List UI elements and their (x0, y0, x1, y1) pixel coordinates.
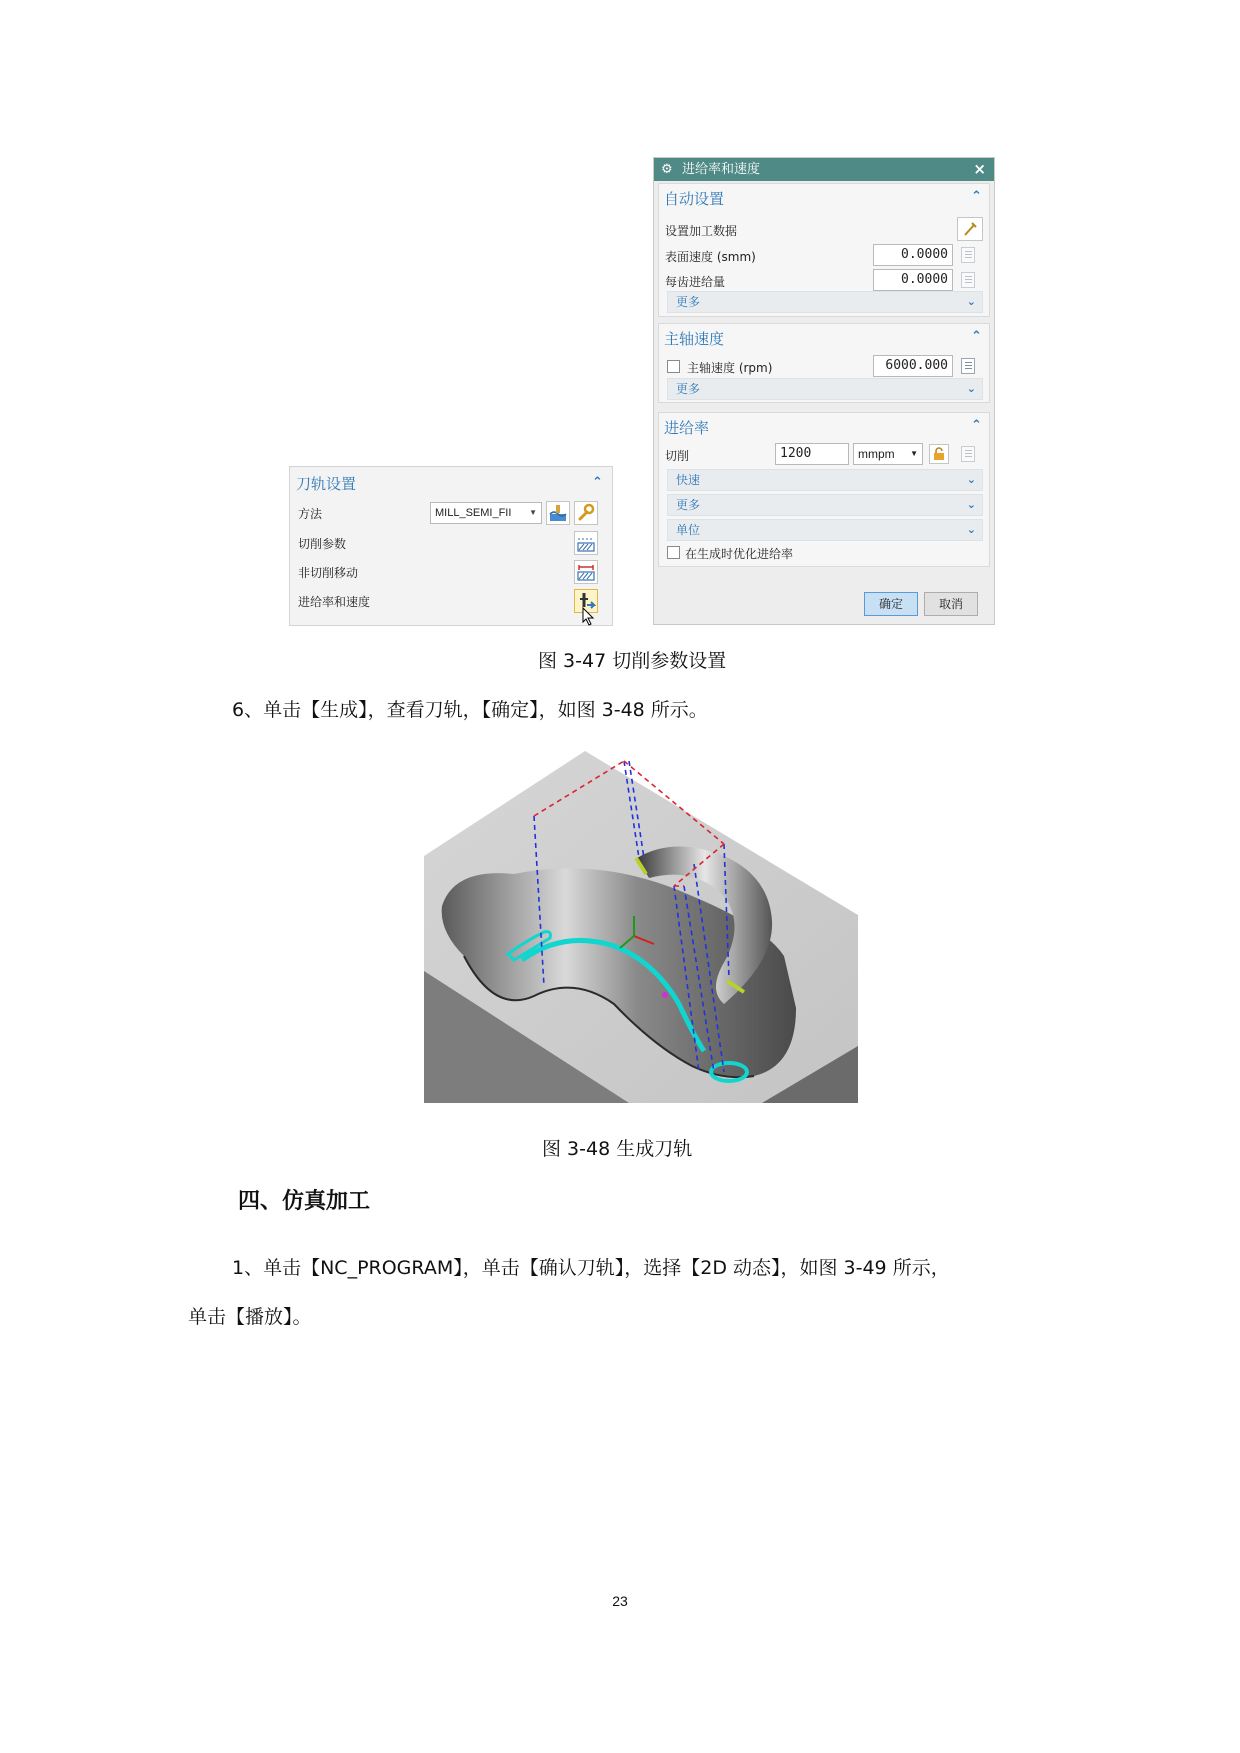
page-number: 23 (612, 1593, 628, 1609)
origin-marker-icon (662, 992, 668, 998)
auto-more-label: 更多 (676, 295, 701, 309)
lock-icon[interactable] (929, 444, 949, 464)
cut-feed-label: 切削 (665, 449, 690, 463)
chevron-down-icon: ⌄ (966, 473, 976, 486)
non-cut-moves-icon[interactable] (574, 560, 598, 584)
cancel-button[interactable]: 取消 (924, 592, 978, 616)
chevron-down-icon: ⌄ (966, 382, 976, 395)
collapse-icon[interactable]: ⌃ (971, 418, 982, 433)
step1-paragraph-line1: 1、单击【NC_PROGRAM】，单击【确认刀轨】，选择【2D 动态】，如图 3-49 所示， (232, 1257, 950, 1279)
dialog-header[interactable] (654, 158, 994, 181)
feed-more-label: 更多 (676, 498, 701, 512)
optimize-feed-label: 在生成时优化进给率 (685, 547, 794, 561)
toolpath-3d-view (424, 746, 858, 1103)
figure-caption-3-48: 图 3-48 生成刀轨 (542, 1138, 693, 1160)
collapse-icon[interactable]: ⌃ (971, 329, 982, 344)
dropdown-arrow-icon: ▼ (529, 508, 537, 517)
toolpath-settings-title[interactable]: 刀轨设置 (296, 475, 357, 493)
optimize-feed-checkbox[interactable] (667, 546, 680, 559)
rapid-row[interactable] (667, 469, 983, 491)
auto-settings-title[interactable]: 自动设置 (664, 190, 725, 208)
chevron-down-icon: ⌄ (966, 498, 976, 511)
surface-speed-input[interactable]: 0.0000 (873, 244, 953, 266)
step6-paragraph: 6、单击【生成】，查看刀轨，【确定】，如图 3-48 所示。 (232, 699, 708, 721)
cut-feed-input[interactable]: 1200 (775, 443, 849, 465)
chevron-down-icon: ⌄ (966, 295, 976, 308)
feed-rate-group (658, 412, 990, 567)
ok-button[interactable]: 确定 (864, 592, 918, 616)
auto-settings-group (658, 183, 990, 317)
spindle-speed-group (658, 323, 990, 403)
cut-params-icon[interactable] (574, 531, 598, 555)
feed-rate-title[interactable]: 进给率 (664, 419, 710, 437)
feed-more-row[interactable] (667, 494, 983, 516)
units-label: 单位 (676, 523, 701, 537)
mouse-cursor-icon (582, 607, 596, 627)
cut-params-label: 切削参数 (298, 537, 347, 551)
spindle-speed-doc-icon[interactable] (961, 358, 975, 374)
spindle-speed-input[interactable]: 6000.000 (873, 355, 953, 377)
section-heading: 四、仿真加工 (238, 1189, 371, 1214)
non-cut-moves-label: 非切削移动 (298, 566, 359, 580)
method-label: 方法 (298, 507, 323, 521)
feeds-speeds-dialog (653, 157, 995, 625)
set-data-icon[interactable] (957, 217, 983, 241)
toolpath-settings-panel (289, 466, 613, 626)
surface-speed-doc-icon[interactable] (961, 247, 975, 263)
feeds-speeds-label: 进给率和速度 (298, 595, 371, 609)
collapse-icon[interactable]: ⌃ (592, 475, 603, 490)
cut-feed-unit-select[interactable] (853, 443, 923, 465)
figure-caption-3-47: 图 3-47 切削参数设置 (538, 650, 727, 672)
method-select[interactable] (430, 502, 542, 524)
feed-per-tooth-label: 每齿进给量 (665, 275, 726, 289)
spindle-speed-label: 主轴速度 (rpm) (687, 361, 773, 375)
cut-feed-unit-value: mmpm (858, 447, 895, 461)
feed-per-tooth-input[interactable]: 0.0000 (873, 269, 953, 291)
spindle-speed-title[interactable]: 主轴速度 (664, 330, 725, 348)
step1-paragraph-line2: 单击【播放】。 (188, 1306, 312, 1328)
gear-icon: ⚙ (661, 162, 673, 177)
wrench-icon[interactable] (574, 501, 598, 525)
feed-per-tooth-doc-icon[interactable] (961, 272, 975, 288)
collapse-icon[interactable]: ⌃ (971, 189, 982, 204)
units-row[interactable] (667, 519, 983, 541)
spindle-more-row[interactable] (667, 378, 983, 400)
rapid-label: 快速 (676, 473, 701, 487)
dialog-title: 进给率和速度 (682, 162, 761, 177)
set-data-label: 设置加工数据 (665, 224, 738, 238)
auto-more-row[interactable] (667, 291, 983, 313)
cut-feed-doc-icon[interactable] (961, 446, 975, 462)
edit-method-icon[interactable] (546, 501, 570, 525)
surface-speed-label: 表面速度 (smm) (665, 250, 756, 264)
chevron-down-icon: ⌄ (966, 523, 976, 536)
close-icon[interactable]: × (973, 160, 986, 178)
dropdown-arrow-icon: ▼ (910, 449, 918, 458)
spindle-more-label: 更多 (676, 382, 701, 396)
spindle-speed-checkbox[interactable] (667, 360, 680, 373)
method-select-value: MILL_SEMI_FII (435, 507, 512, 519)
